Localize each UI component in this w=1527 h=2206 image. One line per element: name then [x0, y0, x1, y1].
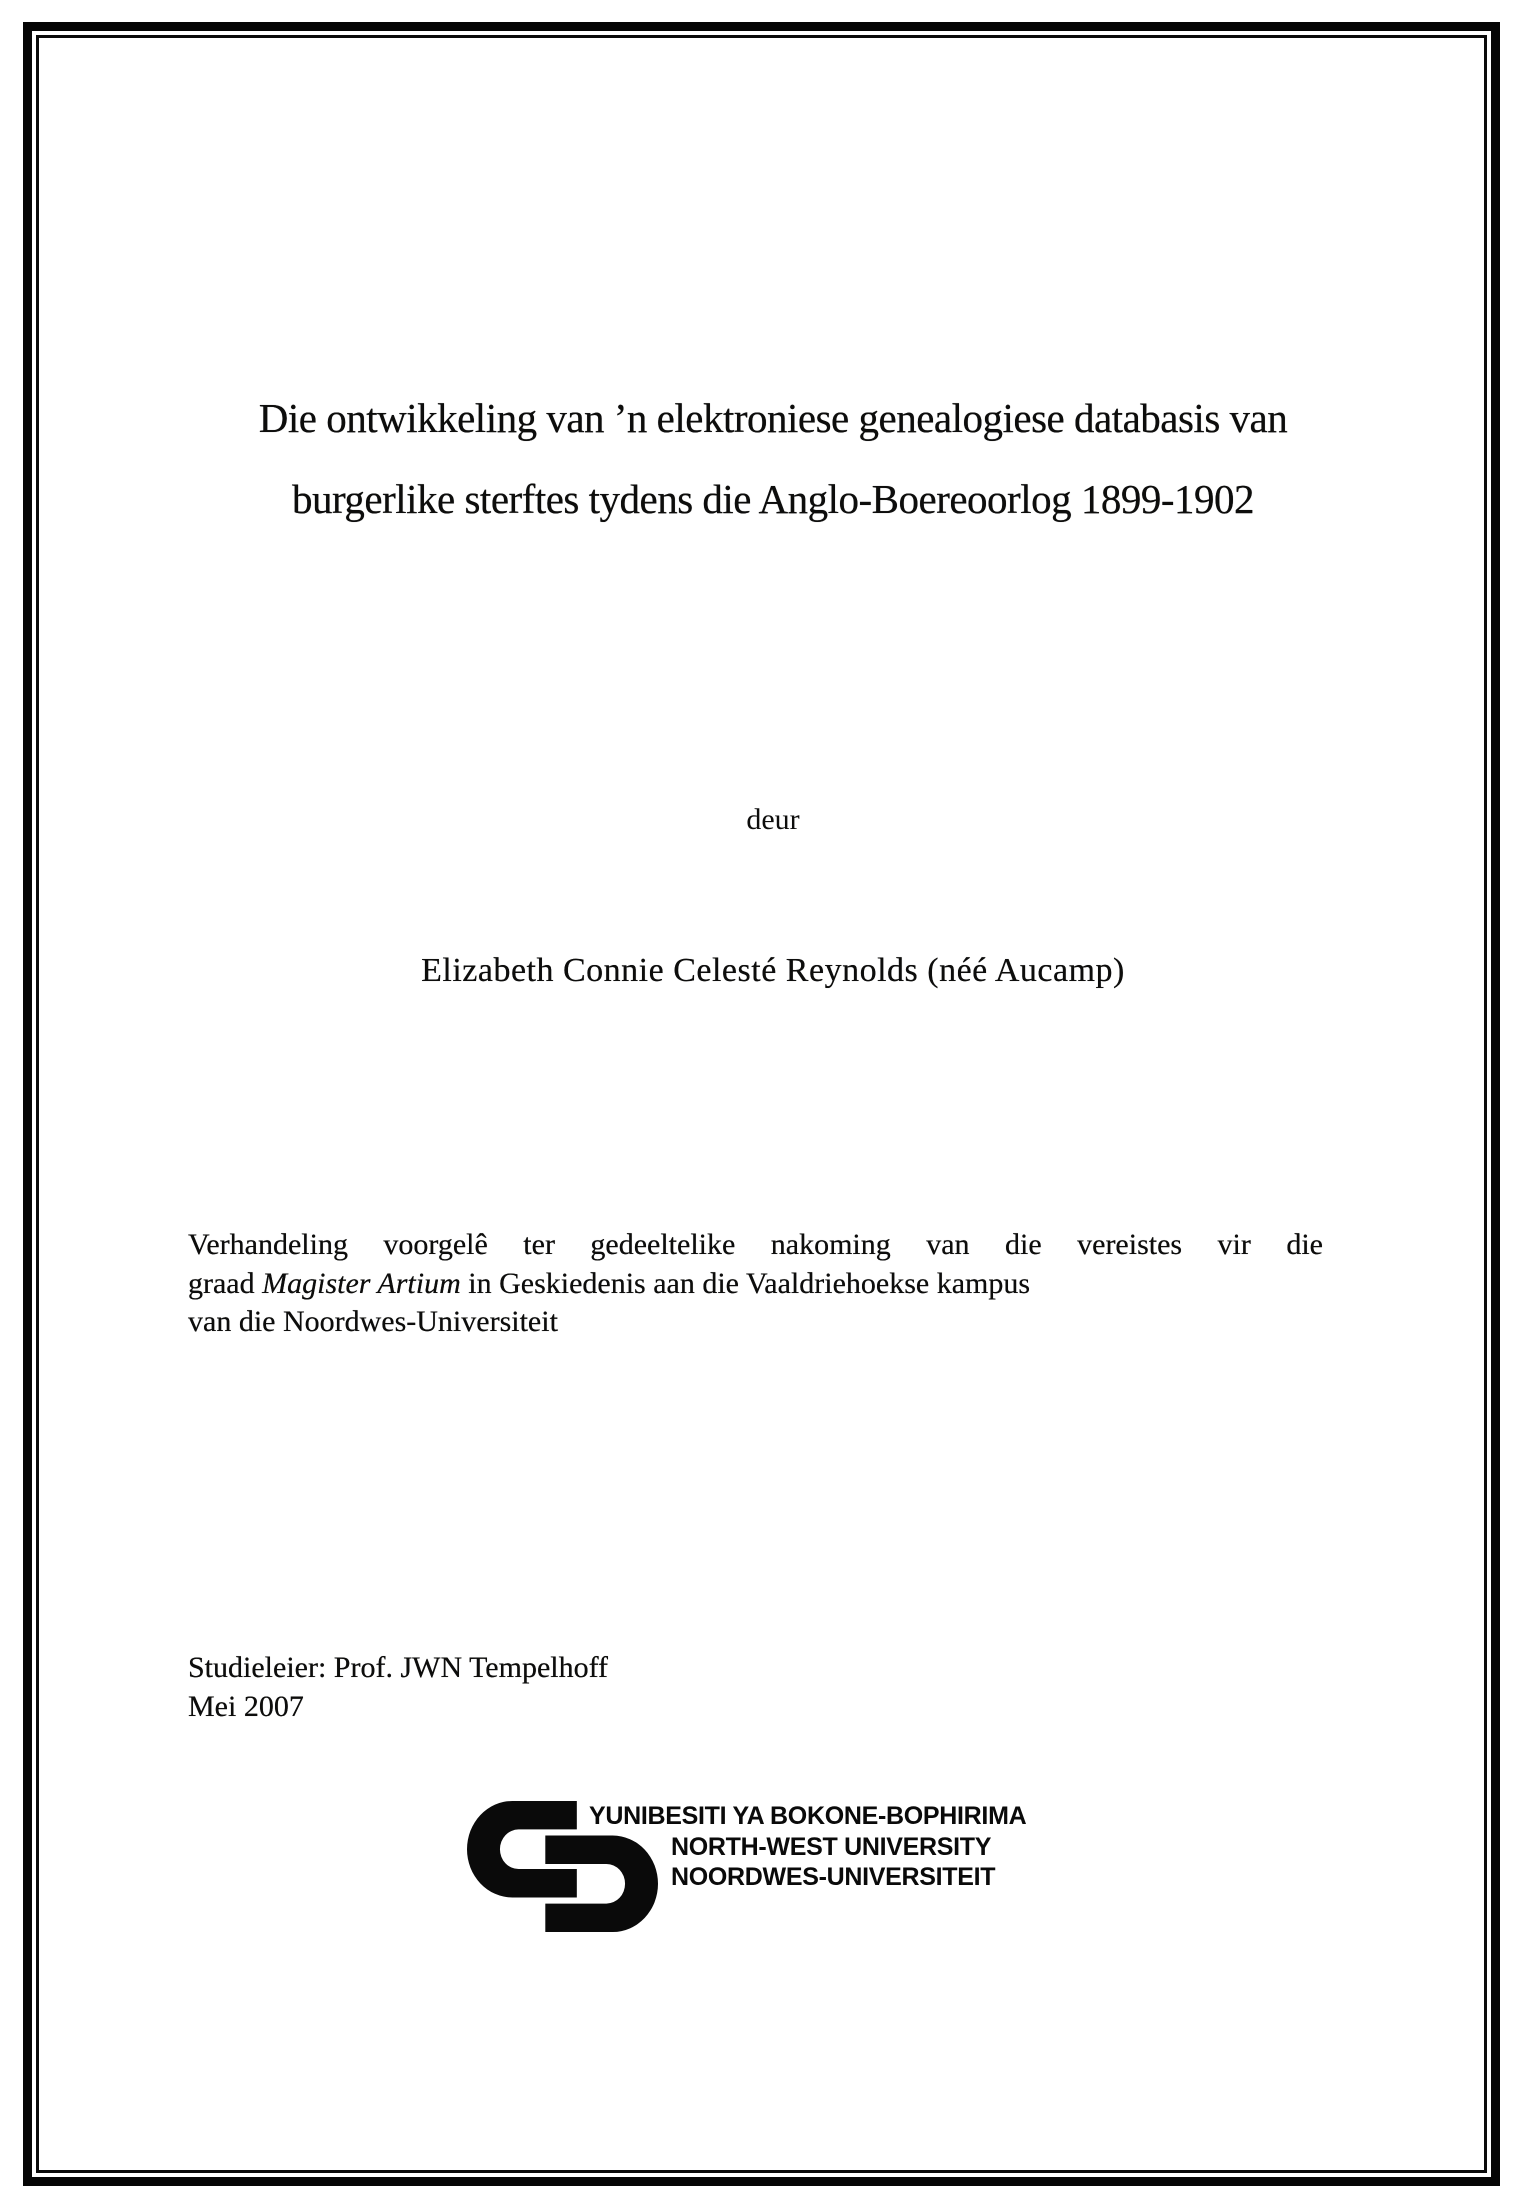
university-name-english: NORTH-WEST UNIVERSITY [671, 1832, 992, 1861]
declaration-line2-prefix: graad [188, 1266, 263, 1300]
thesis-title-line1: Die ontwikkeling van ’n elektroniese genealogiese databasis van [258, 395, 1288, 441]
university-name-afrikaans: NOORDWES-UNIVERSITEIT [671, 1863, 996, 1891]
thesis-title [23, 378, 1523, 540]
degree-name-italic: Magister Artium [262, 1266, 461, 1300]
date-line: Mei 2007 [188, 1689, 304, 1723]
byline: deur [746, 803, 800, 836]
declaration-line3: van die Noordwes-Universiteit [188, 1305, 558, 1338]
university-name-setswana: YUNIBESITI YA BOKONE-BOPHIRIMA [589, 1802, 1027, 1830]
declaration-line1: Verhandeling voorgelê ter gedeeltelike nakoming van die vereistes vir die [188, 1228, 1323, 1261]
supervisor-block [188, 1649, 608, 1726]
declaration-line2 [188, 1265, 1323, 1304]
degree-declaration [188, 1226, 1323, 1342]
university-wordmark [589, 1801, 1026, 1893]
declaration-line2-suffix: in Geskiedenis aan die Vaaldriehoekse kampus [460, 1266, 1031, 1300]
thesis-title-line2: burgerlike sterftes tydens die Anglo-Boereoorlog 1899-1902 [291, 476, 1254, 522]
supervisor-line: Studieleier: Prof. JWN Tempelhoff [188, 1651, 609, 1684]
author-name: Elizabeth Connie Celesté Reynolds (néé Aucamp) [421, 952, 1125, 989]
